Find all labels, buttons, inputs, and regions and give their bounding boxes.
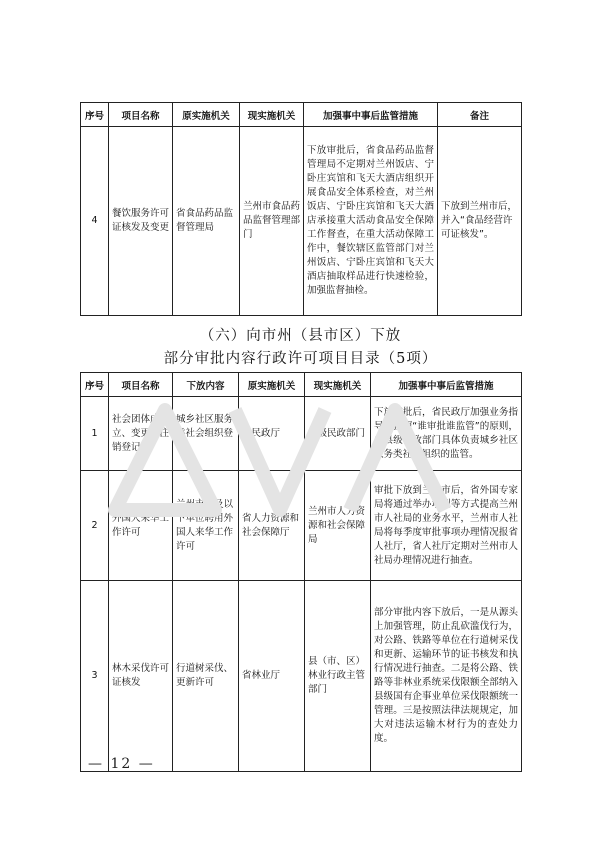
header-measures: 加强事中事后监管措施 (304, 103, 438, 127)
table-row (81, 397, 522, 471)
header-index: 序号 (81, 103, 109, 127)
row-current-agency: 兰州市食品药品监督管理部门 (240, 127, 304, 316)
row-original-agency: 省民政厅 (239, 397, 305, 471)
header-current-agency: 现实施机关 (305, 373, 371, 397)
row-current-agency: 县（市、区）林业行政主管部门 (305, 581, 371, 772)
table-header-row (81, 103, 522, 127)
table-row (81, 471, 522, 581)
section-title-line1: （六）向市州（县市区）下放 (199, 328, 402, 344)
row-current-agency: 兰州市人力资源和社会保障局 (305, 471, 371, 581)
row-project-name: 餐饮服务许可证核发及变更 (109, 127, 173, 316)
row-measures: 部分审批内容下放后，一是从源头上加强管理，防止乱砍滥伐行为，对公路、铁路等单位在行道树采伐和更新、运输环节的证书核发和执行情况进行抽查。二是将公路、铁路等非林业系统采伐限额全部纳入县级国有企事业单位采伐限额统一管理。三是按照法律法规规定，加大对违法运输木材行为的查处力度。 (371, 581, 522, 772)
page-number: — 12 — (88, 756, 155, 772)
row-measures: 下放审批后，省食品药品监督管理局不定期对兰州饭店、宁卧庄宾馆和飞天大酒店组织开展食品安全体系检查，对兰州饭店、宁卧庄宾馆和飞天大酒店承接重大活动食品安全保障工作督查，在重大活动保障工作中，餐饮辖区监管部门对兰州饭店、宁卧庄宾馆和飞天大酒店抽取样品进行快速检验，加强监督抽检。 (304, 127, 438, 316)
row-project-name: 外国人来华工作许可 (109, 471, 173, 581)
section-title-line2: 部分审批内容行政许可项目目录（5项） (163, 351, 438, 367)
row-original-agency: 省林业厅 (239, 581, 305, 772)
row-delegated-content: 行道树采伐、更新许可 (173, 581, 239, 772)
header-original-agency: 原实施机关 (239, 373, 305, 397)
row-index: 3 (81, 581, 109, 772)
header-index: 序号 (81, 373, 109, 397)
row-remark: 下放到兰州市后，并入“食品经营许可证核发”。 (438, 127, 522, 316)
header-current-agency: 现实施机关 (240, 103, 304, 127)
row-delegated-content: 城乡社区服务类社会组织登记 (173, 397, 239, 471)
header-project-name: 项目名称 (109, 103, 173, 127)
project-table-continued (80, 102, 522, 316)
table-row (81, 127, 522, 316)
table-row (81, 581, 522, 772)
header-measures: 加强事中事后监管措施 (371, 373, 522, 397)
row-current-agency: 县级民政部门 (305, 397, 371, 471)
row-index: 4 (81, 127, 109, 316)
row-measures: 审批下放到兰州市后，省外国专家局将通过举办培训等方式提高兰州市人社局的业务水平，兰州市人社局将每季度审批事项办理情况报省人社厅，省人社厅定期对兰州市人社局办理情况进行抽查。 (371, 471, 522, 581)
header-original-agency: 原实施机关 (173, 103, 240, 127)
row-index: 1 (81, 397, 109, 471)
header-delegated-content: 下放内容 (173, 373, 239, 397)
project-catalog-table (80, 372, 522, 772)
row-project-name: 社会团体成立、变更、注销登记 (109, 397, 173, 471)
row-delegated-content: 兰州市属及以下单位聘用外国人来华工作许可 (173, 471, 239, 581)
header-project-name: 项目名称 (109, 373, 173, 397)
row-project-name: 林木采伐许可证核发 (109, 581, 173, 772)
row-original-agency: 省人力资源和社会保障厅 (239, 471, 305, 581)
table-header-row (81, 373, 522, 397)
row-index: 2 (81, 471, 109, 581)
row-measures: 下放审批后，省民政厅加强业务指导，按照“谁审批谁监管”的原则，由县级民政部门具体负责城乡社区服务类社会组织的监管。 (371, 397, 522, 471)
row-original-agency: 省食品药品监督管理局 (173, 127, 240, 316)
header-remark: 备注 (438, 103, 522, 127)
